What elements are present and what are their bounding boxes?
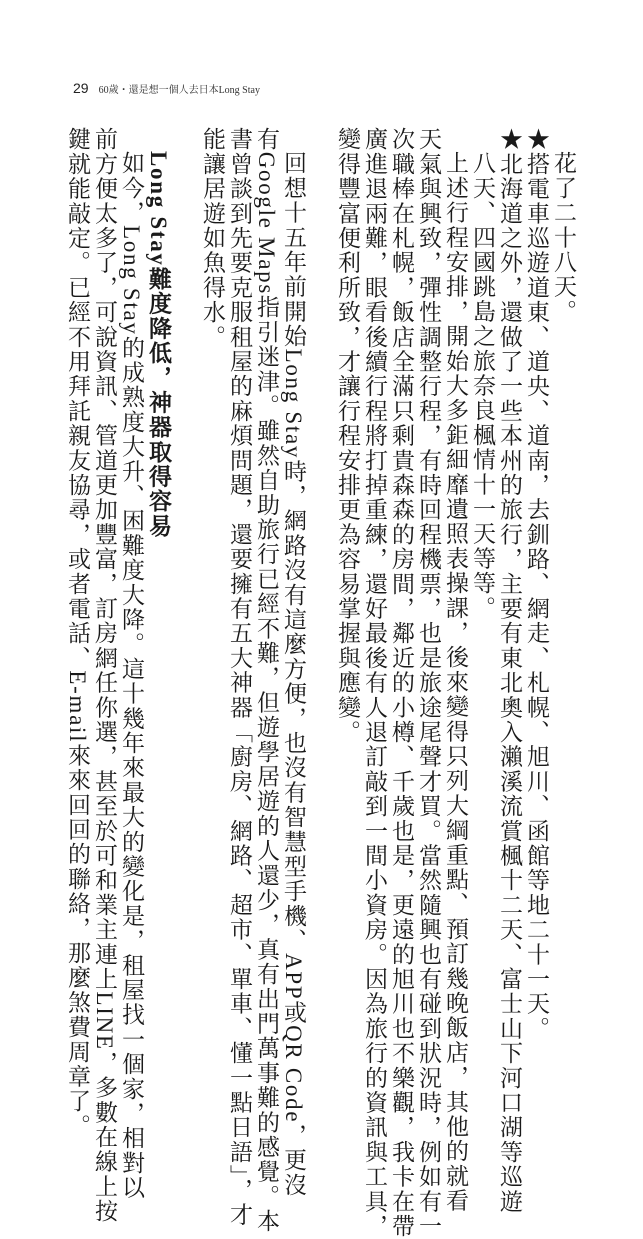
section-heading: Long Stay難度降低，神器取得容易	[146, 151, 171, 539]
blank-line	[307, 127, 334, 128]
paragraph-start: 回想十五年前開始Long Stay時，網路沒有這麼方便，也沒有智慧型手機、APP或QR Code，更沒	[281, 151, 306, 1198]
text-line: 書曾談到先要克服租屋的麻煩問題，還要擁有五大神器「廚房、網路、超市、單車、懂一點日語」，才	[227, 127, 252, 1227]
page-header	[73, 80, 260, 96]
text-line: 次職棒在札幌，飯店全滿只剩貴森森的房間，鄰近的小樽、千歲也是，更遠的旭川也不樂觀，我卡在帶	[389, 127, 414, 1239]
text-line: 有Google Maps指引迷津。雖然自助旅行已經不難，但遊學居遊的人還少，真有出門萬事難的感覺。本	[254, 127, 279, 1234]
running-title: 60歲・還是想一個人去日本Long Stay	[98, 85, 260, 96]
text-line: 鍵就能敲定。已經不用拜託親友協尋，或者電話、E-mail來來回回的聯絡，那麼煞費周章了。	[65, 127, 90, 1139]
list-item-star: ★搭電車巡遊道東、道央、道南，去釧路、網走、札幌、旭川、函館等地二十一天。	[524, 127, 549, 1041]
page-number: 29	[73, 80, 89, 96]
text-line: 能讓居遊如魚得水。	[200, 127, 225, 350]
text-line: 前方便太多了，可說資訊、管道更加豐富，訂房網任你選，甚至於可和業主連上LINE，多數在線上按	[92, 127, 117, 1224]
vertical-text-body	[64, 127, 577, 1239]
paragraph-start: 如今，Long Stay的成熟度大升、困難度大降。這十幾年來最大的變化是，租屋找一個家，相對以	[119, 151, 144, 1201]
text-line: 花了二十八天。	[551, 151, 576, 324]
text-line: 天氣與興致，彈性調整行程，有時回程機票，也是旅途尾聲才買。當然隨興也有碰到狀況時，例如有一	[416, 127, 441, 1239]
blank-line	[172, 127, 199, 128]
text-line: 八天、四國跳島之旅奈良楓情十一天等等。	[470, 151, 495, 621]
text-line: 廣進退兩難，眼看後續行程將打掉重練，還好最後有人退訂敲到一間小資房。因為旅行的資訊與工具，	[362, 127, 387, 1239]
text-line: 變得豐富便利所致，才讓行程安排更為容易掌握與應變。	[335, 127, 360, 745]
list-item-star: ★北海道之外，還做了一些本州的旅行，主要有東北奧入瀨溪流賞楓十二天、富士山下河口湖等巡遊	[497, 127, 522, 1214]
paragraph-start: 上述行程安排，開始大多鉅細靡遺照表操課，後來變得只列大綱重點、預訂幾晚飯店，其他的就看	[443, 151, 468, 1214]
